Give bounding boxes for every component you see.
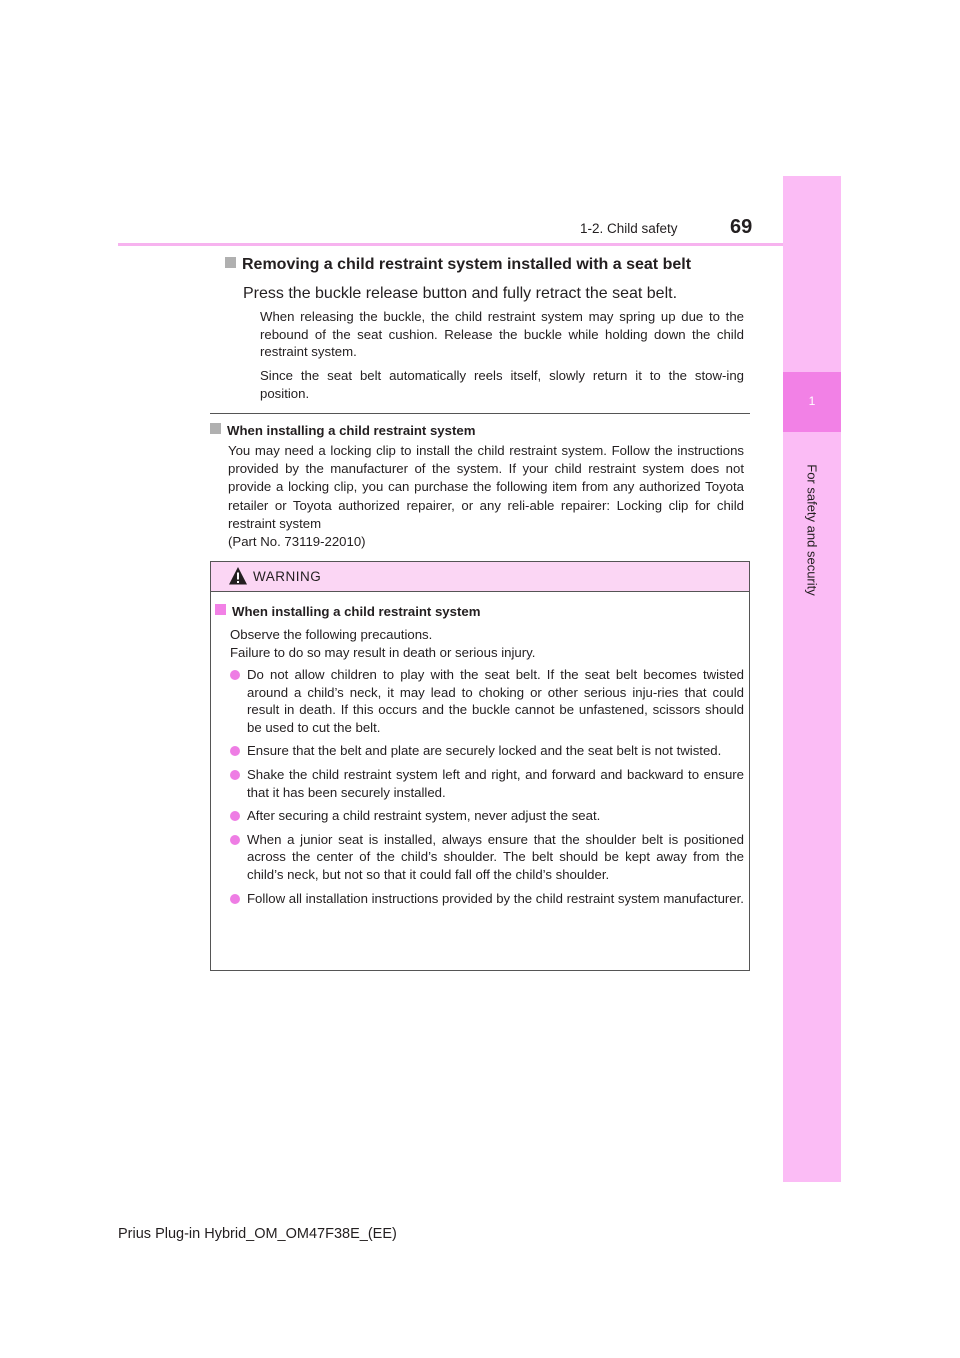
info-heading: When installing a child restraint system	[210, 423, 475, 438]
warning-header	[211, 562, 749, 592]
warning-title: WARNING	[253, 569, 322, 584]
bullet-dot-icon	[230, 670, 240, 680]
bullet-dot-icon	[230, 811, 240, 821]
page-number: 69	[730, 216, 753, 238]
warning-triangle-icon	[228, 566, 248, 586]
list-item: When a junior seat is installed, always ensure that the shoulder belt is positioned across the center of the child’s shoulder. The belt should be kept away from the child’s neck, but not so that it could fall off the child’s shoulder.	[230, 831, 744, 884]
square-bullet-icon	[225, 257, 236, 268]
square-bullet-icon	[210, 423, 221, 434]
removing-heading: Removing a child restraint system installed with a seat belt	[225, 256, 691, 274]
list-item: After securing a child restraint system, never adjust the seat.	[230, 807, 744, 825]
warning-list	[230, 666, 744, 913]
section-divider	[210, 413, 750, 414]
list-item: Follow all installation instructions provided by the child restraint system manufacturer.	[230, 890, 744, 908]
section-title: 1-2. Child safety	[580, 221, 678, 236]
bullet-dot-icon	[230, 894, 240, 904]
square-bullet-icon	[215, 604, 226, 615]
list-item: Ensure that the belt and plate are securely locked and the seat belt is not twisted.	[230, 742, 744, 760]
removing-note: Since the seat belt automatically reels itself, slowly return it to the stow-ing position.	[260, 368, 744, 401]
bullet-dot-icon	[230, 770, 240, 780]
bullet-dot-icon	[230, 746, 240, 756]
document-footer: Prius Plug-in Hybrid_OM_OM47F38E_(EE)	[118, 1226, 397, 1242]
list-item: Shake the child restraint system left and right, and forward and backward to ensure that it has been securely installed.	[230, 766, 744, 801]
warning-intro: Observe the following precautions. Failure to do so may result in death or serious injury.	[230, 627, 536, 660]
warning-heading: When installing a child restraint system	[215, 604, 480, 619]
list-item: Do not allow children to play with the seat belt. If the seat belt becomes twisted around a child’s neck, it may lead to choking or other serious inju-ries that could result in death. If this occurs and the buckle cannot be unfastened, scissors should be used to cut the belt.	[230, 666, 744, 736]
chapter-title: For safety and security	[804, 464, 820, 596]
warning-box	[210, 561, 750, 971]
header-rule	[118, 243, 840, 246]
removing-note: When releasing the buckle, the child restraint system may spring up due to the rebound of the seat cushion. Release the buckle while holding down the child restraint system.	[260, 309, 744, 360]
bullet-dot-icon	[230, 835, 240, 845]
chapter-number: 1	[808, 394, 816, 408]
removing-instruction: Press the buckle release button and fully retract the seat belt.	[243, 285, 678, 302]
info-body: You may need a locking clip to install the child restraint system. Follow the instructions provided by the manufacturer of the system. If your child restraint system does not provide a locking clip, you can purchase the following item from any authorized Toyota retailer or Toyota authorized repairer, or any reli-able repairer: Locking clip for child restraint system (Part No. 73119-22010)	[228, 443, 744, 550]
chapter-side-tab	[783, 176, 841, 1182]
